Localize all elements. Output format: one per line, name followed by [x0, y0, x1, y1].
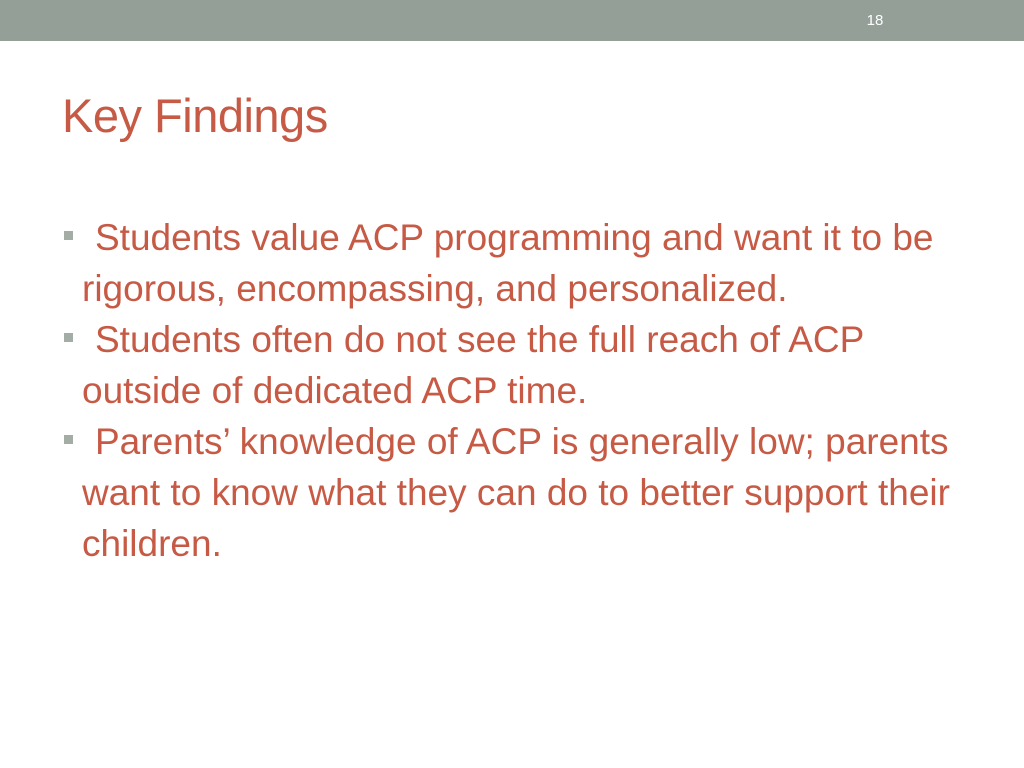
slide-title: Key Findings: [62, 89, 328, 142]
bullet-list: [82, 212, 982, 569]
bullet-item: [82, 212, 982, 314]
bullet-text: Students often do not see the full reach of ACP outside of dedicated ACP time.: [82, 319, 864, 411]
bullet-text: Parents’ knowledge of ACP is generally low; parents want to know what they can do to better support their children.: [82, 421, 950, 564]
square-bullet-icon: [64, 435, 73, 444]
slide-number: 18: [866, 12, 884, 29]
bullet-item: [82, 314, 982, 416]
top-bar: [0, 0, 1024, 41]
bullet-item: [82, 416, 982, 569]
bullet-text: Students value ACP programming and want it to be rigorous, encompassing, and personalized.: [82, 217, 934, 309]
square-bullet-icon: [64, 333, 73, 342]
square-bullet-icon: [64, 231, 73, 240]
